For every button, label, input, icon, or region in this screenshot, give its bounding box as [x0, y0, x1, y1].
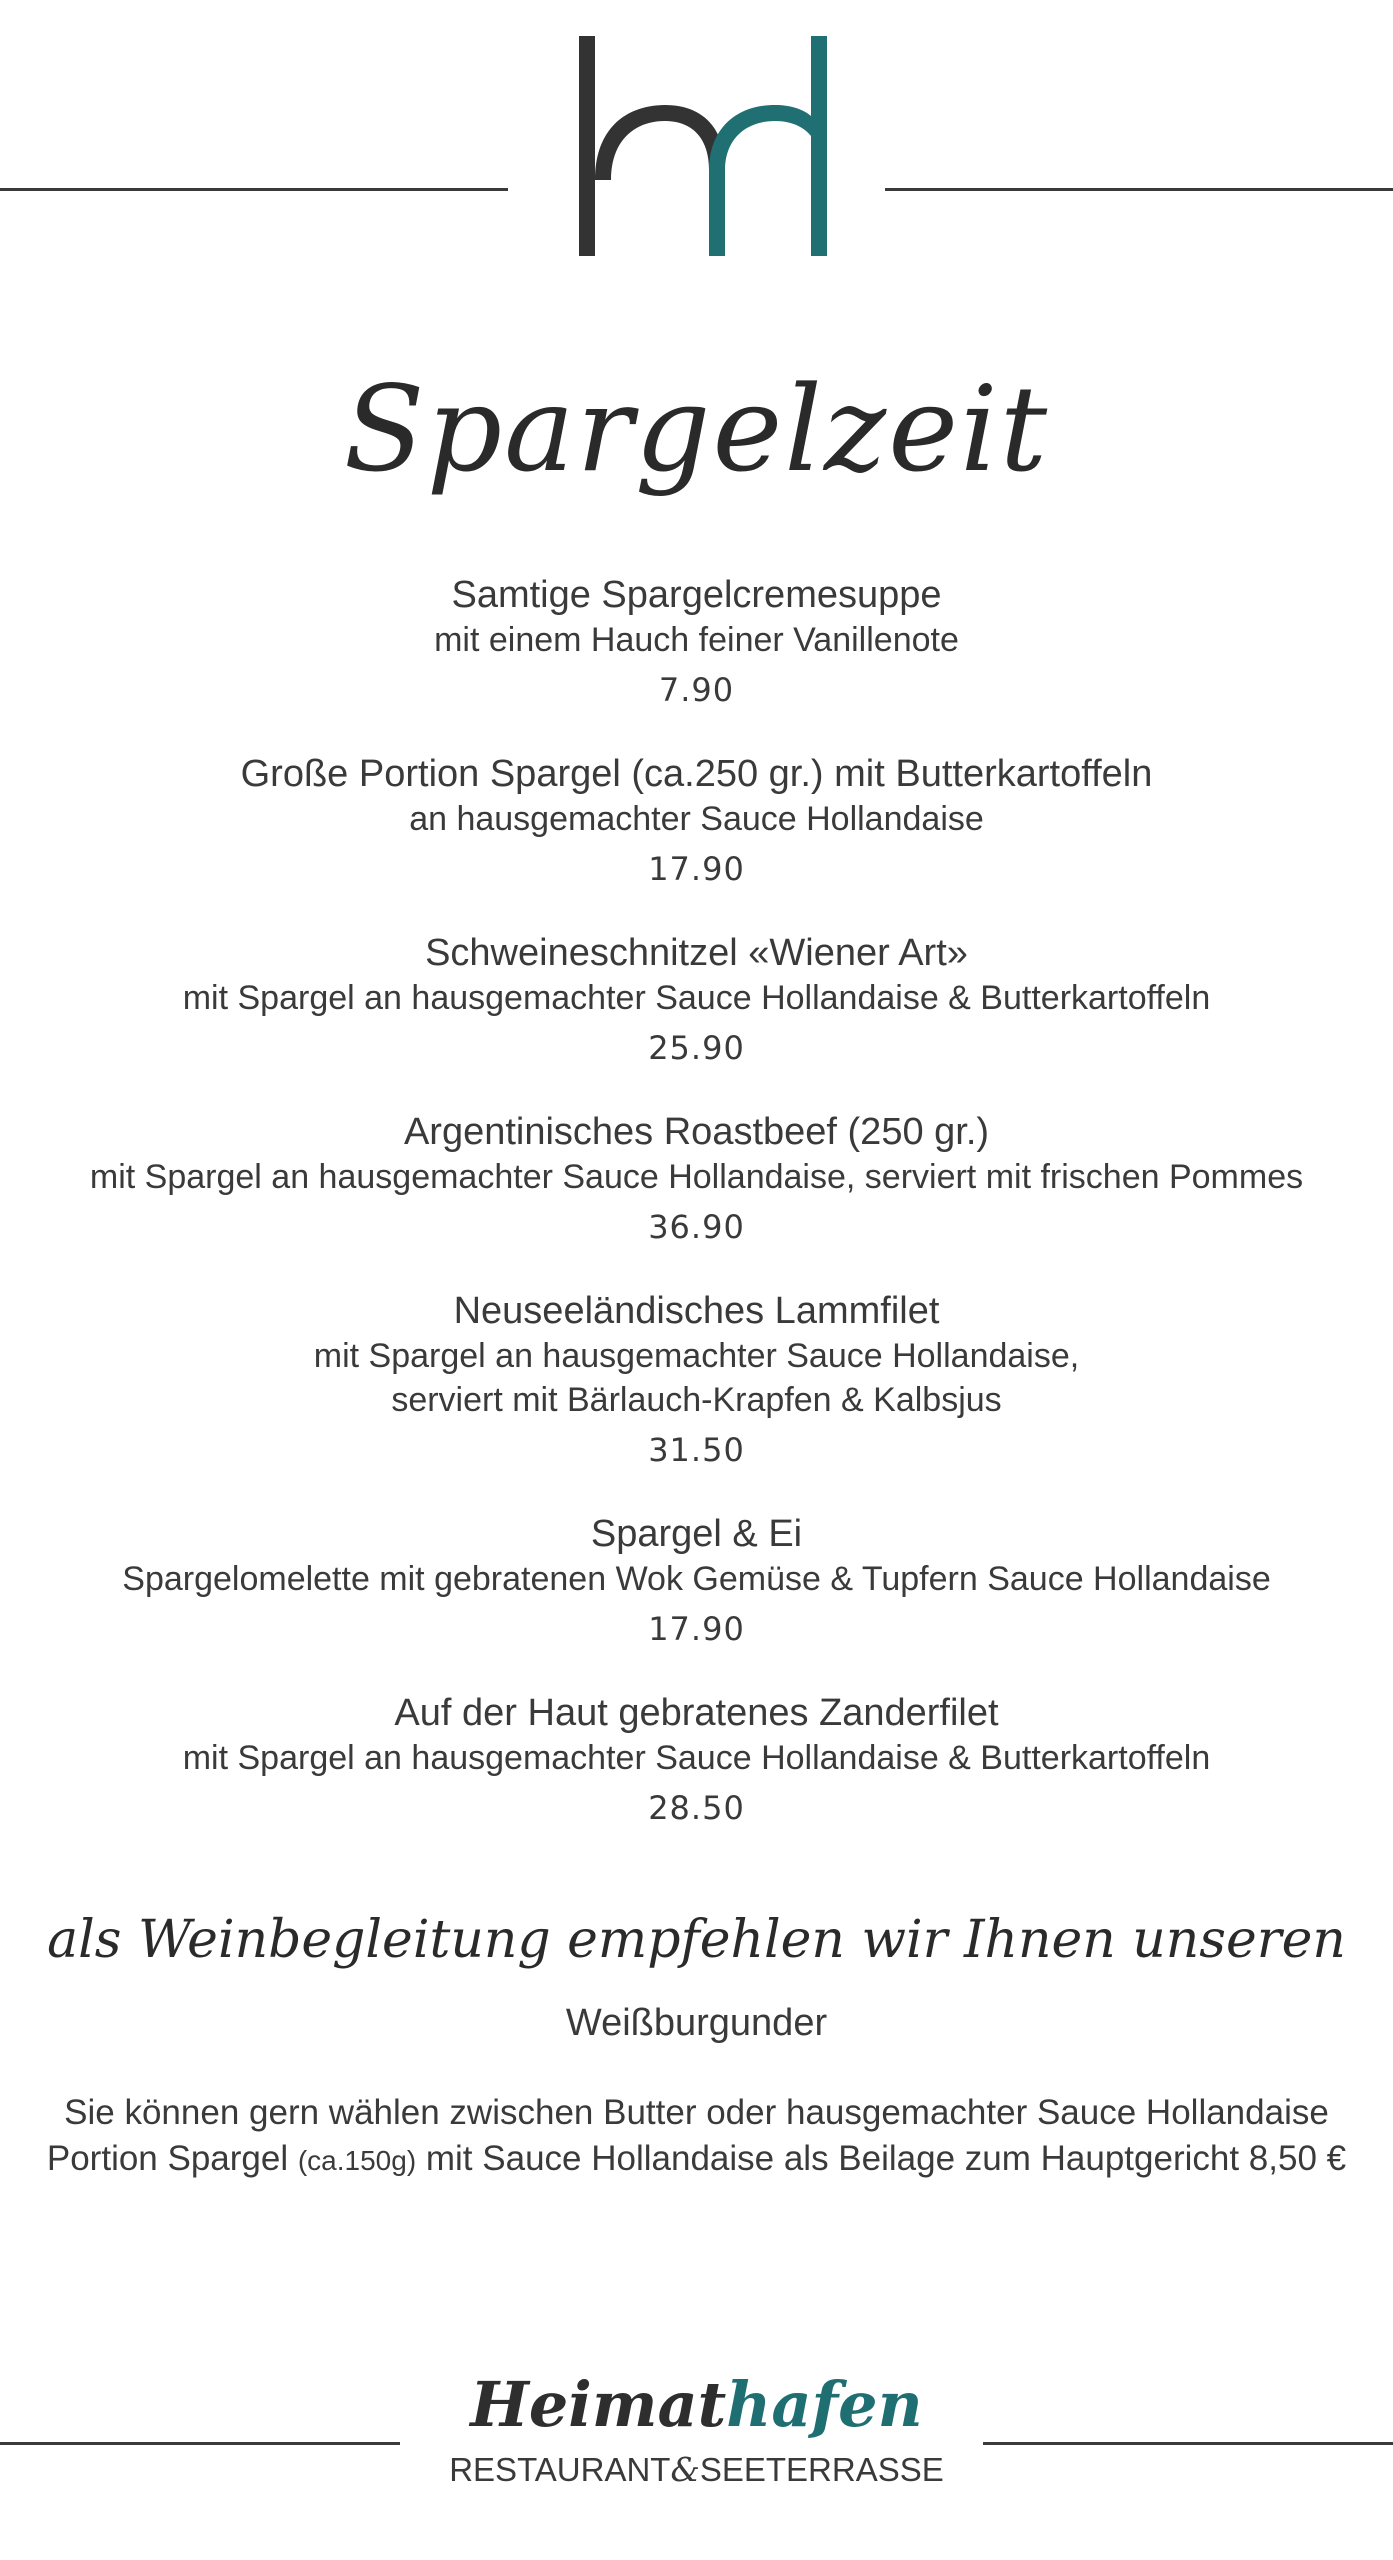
- menu-item-price: 28.50: [648, 1789, 745, 1827]
- brand-subtitle: [0, 2450, 1393, 2489]
- menu-item-name: Schweineschnitzel «Wiener Art»: [425, 932, 968, 974]
- menu-item-price: 25.90: [648, 1029, 745, 1067]
- brand-name: [0, 2370, 1393, 2440]
- menu-item-price: 36.90: [648, 1208, 745, 1246]
- wine-name: Weißburgunder: [565, 2002, 828, 2044]
- note-line-2-small: (ca.150g): [297, 2145, 417, 2176]
- menu-item-name: Argentinisches Roastbeef (250 gr.): [403, 1111, 990, 1153]
- menu-item-name: Auf der Haut gebratenes Zanderfilet: [394, 1692, 999, 1734]
- menu-item-desc: Spargelomelette mit gebratenen Wok Gemüse & Tupfern Sauce Hollandaise: [122, 1560, 1271, 1598]
- menu-item-desc: an hausgemachter Sauce Hollandaise: [409, 800, 984, 838]
- menu-item-desc: serviert mit Bärlauch-Krapfen & Kalbsjus: [391, 1381, 1002, 1419]
- menu-item-name: Samtige Spargelcremesuppe: [451, 574, 942, 616]
- header-rule-left: [0, 188, 508, 191]
- wine-recommendation-intro: als Weinbegleitung empfehlen wir Ihnen unseren: [47, 1910, 1346, 1970]
- menu-item-price: 31.50: [648, 1431, 745, 1469]
- menu-item-desc: mit Spargel an hausgemachter Sauce Hollandaise,: [313, 1337, 1080, 1375]
- hd-logo: [570, 30, 830, 260]
- menu-item-desc: mit Spargel an hausgemachter Sauce Hollandaise, serviert mit frischen Pommes: [89, 1158, 1304, 1196]
- menu-item: [0, 572, 1393, 718]
- brand-subtitle-part-1: RESTAURANT: [449, 2451, 671, 2488]
- menu-notes: [0, 2090, 1393, 2184]
- menu-item-name: Große Portion Spargel (ca.250 gr.) mit Butterkartoffeln: [240, 753, 1153, 795]
- menu-item-name: Spargel & Ei: [590, 1513, 803, 1555]
- brand-subtitle-amp: &: [670, 2450, 700, 2489]
- menu-item-price: 7.90: [658, 671, 735, 709]
- menu-item-name: Neuseeländisches Lammfilet: [453, 1290, 940, 1332]
- menu-item-price: 17.90: [648, 850, 745, 888]
- menu-item-price: 17.90: [648, 1610, 745, 1648]
- menu-item: [0, 1511, 1393, 1657]
- brand-name-part-2: hafen: [726, 2368, 923, 2441]
- note-line-2-a: Portion Spargel: [46, 2139, 298, 2178]
- menu-item: [0, 751, 1393, 897]
- menu-title: Spargelzeit: [343, 360, 1050, 498]
- menu-item: [0, 1690, 1393, 1836]
- menu-list: [0, 572, 1393, 1869]
- menu-item: [0, 1109, 1393, 1255]
- note-line-1: Sie können gern wählen zwischen Butter oder hausgemachter Sauce Hollandaise: [64, 2093, 1329, 2132]
- menu-item-desc: mit Spargel an hausgemachter Sauce Hollandaise & Butterkartoffeln: [182, 1739, 1211, 1777]
- brand-name-part-1: Heimat: [470, 2368, 727, 2441]
- heimathafen-logo: [0, 2370, 1393, 2489]
- note-line-2-b: mit Sauce Hollandaise als Beilage zum Hauptgericht 8,50 €: [416, 2139, 1347, 2178]
- menu-item-desc: mit einem Hauch feiner Vanillenote: [434, 621, 959, 659]
- header-rule-right: [885, 188, 1393, 191]
- menu-item-desc: mit Spargel an hausgemachter Sauce Hollandaise & Butterkartoffeln: [182, 979, 1211, 1017]
- brand-subtitle-part-2: SEETERRASSE: [699, 2451, 944, 2488]
- menu-item: [0, 1288, 1393, 1478]
- menu-item: [0, 930, 1393, 1076]
- note-line-2: [0, 2136, 1393, 2184]
- hd-logo-mark: [570, 30, 830, 260]
